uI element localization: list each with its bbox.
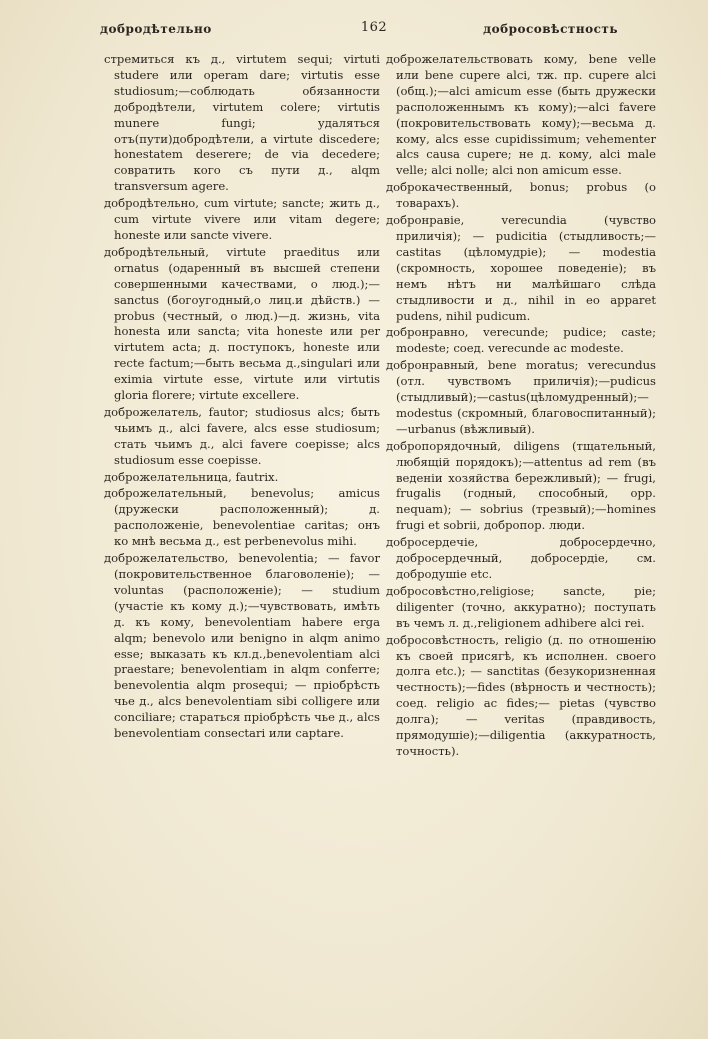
dictionary-entry: доброжелательство, benevolentia; — favor (покровительственное благоволеніе); — voluntas (расположеніе); — studium (участіе къ кому д.);—чувствовать, имѣть д. къ кому, benevolentiam habere erga alqm; benevolo или benigno in alqm animo esse; выказать къ кл.д.,benevolentiam alci praestare; benevolentiam in alqm conferre; benevolentia alqm prosequi; — пріобрѣсть чье д., alcs benevolentiam sibi colligere или conciliare; стараться пріобрѣсть чье д., alcs benevolentiam consectari или captare. bbox=[104, 551, 380, 741]
left-column bbox=[104, 52, 380, 743]
dictionary-entry: доброжелательствовать кому, bene velle или bene cupere alci, тж. пр. cupere alci (общ.);—alci amicum esse (быть дружески расположеннымъ къ кому);—alci favere (покровительствовать кому);—весьма д. кому, alcs esse cupidissimum; vehementer alcs causa cupere; не д. кому, alci male velle; alci nolle; alci non amicum esse. bbox=[386, 52, 656, 178]
page-number: 162 bbox=[360, 20, 388, 35]
dictionary-entry: доброжелатель, fautor; studiosus alcs; быть чьимъ д., alci favere, alcs esse studiosum; стать чьимъ д., alci favere coepisse; alcs studiosum esse coepisse. bbox=[104, 404, 380, 467]
right-column bbox=[386, 52, 656, 761]
dictionary-entry: доброжелательница, fautrix. bbox=[104, 469, 279, 484]
dictionary-entry: добросовѣстность, religio (д. по отношенію къ своей присягѣ, къ исполнен. своего долга etc.); — sanctitas (безукоризненная честность);—fides (вѣрность и честность); соед. religio ac fides;— pietas (чувство долга); — veritas (правдивость, прямодушіе);—diligentia (аккуратность, точность). bbox=[386, 632, 656, 758]
dictionary-entry: добродѣтельный, virtute praeditus или ornatus (одаренный въ высшей степени совершенными качествами, о люд.);—sanctus (богоугодный,о лиц.и дѣйств.) —probus (честный, о люд.)—д. жизнь, vita honesta или sancta; vita honeste или per virtutem acta; д. поступокъ, honeste или recte factum;—быть весьма д.,singulari или eximia virtute esse, virtute или virtutis gloria florere; virtute excellere. bbox=[104, 244, 380, 403]
dictionary-entry: добронравіе, verecundia (чувство приличія); — pudicitia (стыдливость;—castitas (цѣломудріе); — modestia (скромность, хорошее поведеніе); въ немъ нѣтъ ни малѣйшаго слѣда стыдливости и д., nihil in eo apparet pudens, nihil pudicum. bbox=[386, 213, 656, 323]
header-right-word: добросовѣстность bbox=[483, 22, 618, 36]
dictionary-entry: добронравно, verecunde; pudice; caste; modeste; соед. verecunde ac modeste. bbox=[386, 325, 656, 356]
dictionary-entry: доброжелательный, benevolus; amicus (дружески расположенный); д. расположеніе, benevolentiae caritas; онъ ко мнѣ весьма д., est perbenevolus mihi. bbox=[104, 486, 380, 549]
dictionary-entry: добронравный, bene moratus; verecundus (отл. чувствомъ приличія);—pudicus (стыдливый);—castus(цѣломудренный);—modestus (скромный, благовоспитанный); —urbanus (вѣжливый). bbox=[386, 358, 656, 436]
dictionary-entry: добродѣтельно, cum virtute; sancte; жить д., cum virtute vivere или vitam degere; honeste или sancte vivere. bbox=[104, 196, 380, 242]
dictionary-entry: добросовѣстно,religiose; sancte, pie; diligenter (точно, аккуратно); поступать въ чемъ л. д.,religionem adhibere alci rei. bbox=[386, 583, 656, 630]
dictionary-entry: доброкачественный, bonus; probus (о товарахъ). bbox=[386, 180, 656, 211]
dictionary-entry: стремиться къ д., virtutem sequi; virtuti studere или operam dare; virtutis esse studiosum;—соблюдать обязанности добродѣтели, virtutem colere; virtutis munere fungi; удаляться отъ(пути)добродѣтели, a virtute discedere; honestatem deserere; de via decedere; совратить кого съ пути д., alqm transversum agere. bbox=[104, 52, 380, 194]
running-header bbox=[100, 22, 648, 44]
dictionary-entry: добропорядочный, diligens (тщательный, любящій порядокъ);—attentus ad rem (въ веденіи хозяйства бережливый); — frugi, frugalis (годный, способный, opp. nequam); — sobrius (трезвый);—homines frugi et sobrii, добропор. люди. bbox=[386, 438, 656, 533]
header-left-word: добродѣтельно bbox=[100, 22, 212, 36]
dictionary-entry: добросердечіе, добросердечно, добросердечный, добросердіе, см. добродушіе etc. bbox=[386, 535, 656, 581]
